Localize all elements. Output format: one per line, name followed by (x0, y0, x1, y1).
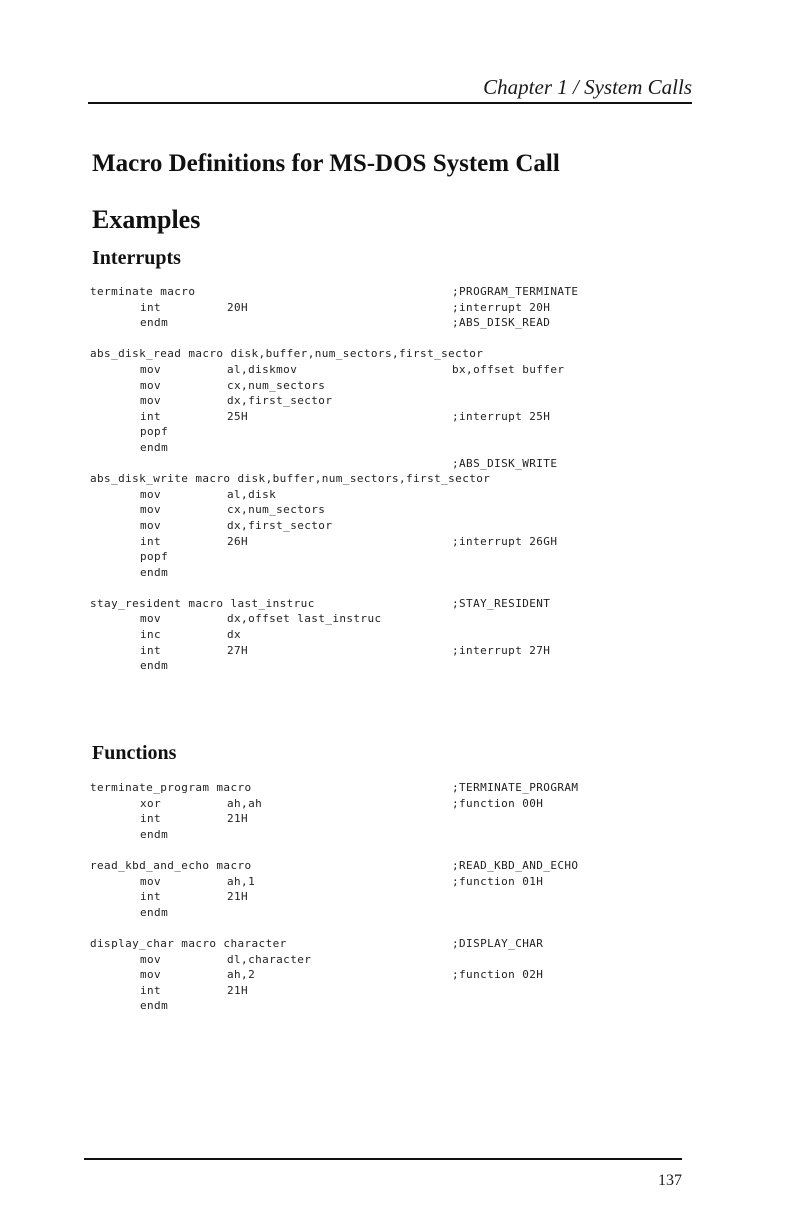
code-line (90, 827, 710, 843)
code-line (90, 565, 710, 581)
code-line (90, 780, 710, 796)
code-opcode: endm (140, 440, 169, 454)
code-operand: cx,num_sectors (227, 503, 326, 517)
code-comment: ;interrupt 25H (452, 409, 551, 423)
code-opcode: int (140, 983, 162, 997)
code-comment: ;function 00H (452, 796, 544, 810)
code-opcode: mov (140, 394, 162, 408)
code-comment: ;interrupt 27H (452, 643, 551, 657)
page-subtitle: Examples (92, 205, 201, 234)
code-line (90, 936, 710, 952)
code-label: abs_disk_read macro disk,buffer,num_sectors,first_sector (90, 347, 484, 361)
code-line (90, 796, 710, 812)
code-line (90, 502, 710, 518)
code-label: abs_disk_write macro disk,buffer,num_sectors,first_sector (90, 472, 491, 486)
code-operand: ah,2 (227, 968, 256, 982)
code-line (90, 905, 710, 921)
code-line (90, 284, 710, 300)
code-line (90, 409, 710, 425)
code-line (90, 983, 710, 999)
section-heading-functions: Functions (92, 742, 177, 764)
code-line (90, 534, 710, 550)
code-opcode: int (140, 300, 162, 314)
code-operand: 20H (227, 300, 249, 314)
code-line (90, 518, 710, 534)
code-line (90, 967, 710, 983)
code-comment: ;ABS_DISK_READ (452, 316, 551, 330)
page-number: 137 (658, 1172, 682, 1189)
code-line (90, 842, 710, 858)
code-opcode: mov (140, 518, 162, 532)
code-opcode: endm (140, 316, 169, 330)
code-operand: 21H (227, 812, 249, 826)
code-operand: al,diskmov (227, 362, 298, 376)
code-operand: ah,1 (227, 874, 256, 888)
code-operand: dx,first_sector (227, 518, 333, 532)
code-comment: ;DISPLAY_CHAR (452, 936, 544, 950)
code-opcode: popf (140, 550, 169, 564)
code-block-functions (90, 780, 710, 1014)
code-line (90, 300, 710, 316)
code-opcode: int (140, 643, 162, 657)
code-line (90, 658, 710, 674)
code-opcode: inc (140, 628, 162, 642)
code-operand: al,disk (227, 487, 277, 501)
code-line (90, 998, 710, 1014)
code-line (90, 393, 710, 409)
code-label: stay_resident macro last_instruc (90, 596, 315, 610)
code-opcode: xor (140, 796, 162, 810)
code-line (90, 315, 710, 331)
code-opcode: mov (140, 378, 162, 392)
code-opcode: int (140, 409, 162, 423)
code-opcode: mov (140, 968, 162, 982)
code-operand: dl,character (227, 952, 312, 966)
code-comment: ;STAY_RESIDENT (452, 596, 551, 610)
code-label: read_kbd_and_echo macro (90, 858, 252, 872)
code-label: terminate macro (90, 285, 196, 298)
code-line (90, 811, 710, 827)
code-operand: cx,num_sectors (227, 378, 326, 392)
code-comment: ;interrupt 26GH (452, 534, 558, 548)
code-opcode: endm (140, 659, 169, 673)
code-opcode: mov (140, 612, 162, 626)
code-opcode: mov (140, 874, 162, 888)
code-line (90, 643, 710, 659)
code-line (90, 874, 710, 890)
code-line (90, 378, 710, 394)
code-opcode: mov (140, 952, 162, 966)
code-comment: ;PROGRAM_TERMINATE (452, 285, 579, 298)
code-line (90, 362, 710, 378)
code-line (90, 580, 710, 596)
code-opcode: int (140, 534, 162, 548)
code-opcode: int (140, 890, 162, 904)
code-line (90, 596, 710, 612)
code-operand: dx (227, 628, 242, 642)
code-line (90, 611, 710, 627)
code-line (90, 549, 710, 565)
code-label: display_char macro character (90, 936, 287, 950)
code-line (90, 920, 710, 936)
code-comment: ;TERMINATE_PROGRAM (452, 781, 579, 794)
page-title: Macro Definitions for MS-DOS System Call (92, 150, 560, 177)
code-opcode: mov (140, 487, 162, 501)
code-line (90, 952, 710, 968)
code-opcode: endm (140, 565, 169, 579)
code-line (90, 331, 710, 347)
code-comment: ;READ_KBD_AND_ECHO (452, 858, 579, 872)
code-comment: ;ABS_DISK_WRITE (452, 456, 558, 470)
code-opcode: endm (140, 999, 169, 1013)
code-line (90, 440, 710, 456)
code-comment: bx,offset buffer (452, 362, 565, 376)
code-block-interrupts (90, 284, 710, 674)
code-line (90, 456, 710, 472)
code-opcode: mov (140, 503, 162, 517)
code-opcode: popf (140, 425, 169, 439)
code-opcode: int (140, 812, 162, 826)
running-head: Chapter 1 / System Calls (483, 75, 692, 99)
code-line (90, 424, 710, 440)
code-line (90, 346, 710, 362)
code-operand: dx,offset last_instruc (227, 612, 382, 626)
section-heading-interrupts: Interrupts (92, 247, 181, 269)
code-operand: 25H (227, 409, 249, 423)
code-operand: dx,first_sector (227, 394, 333, 408)
code-comment: ;function 02H (452, 968, 544, 982)
code-line (90, 471, 710, 487)
code-opcode: endm (140, 905, 169, 919)
code-comment: ;function 01H (452, 874, 544, 888)
code-operand: 21H (227, 890, 249, 904)
code-operand: 26H (227, 534, 249, 548)
code-comment: ;interrupt 20H (452, 300, 551, 314)
code-line (90, 889, 710, 905)
code-opcode: endm (140, 827, 169, 841)
code-label: terminate_program macro (90, 781, 252, 794)
code-operand: ah,ah (227, 796, 263, 810)
code-operand: 27H (227, 643, 249, 657)
code-line (90, 487, 710, 503)
code-line (90, 858, 710, 874)
code-opcode: mov (140, 362, 162, 376)
code-line (90, 627, 710, 643)
header-rule (88, 102, 692, 104)
footer-rule (84, 1158, 682, 1160)
code-operand: 21H (227, 983, 249, 997)
